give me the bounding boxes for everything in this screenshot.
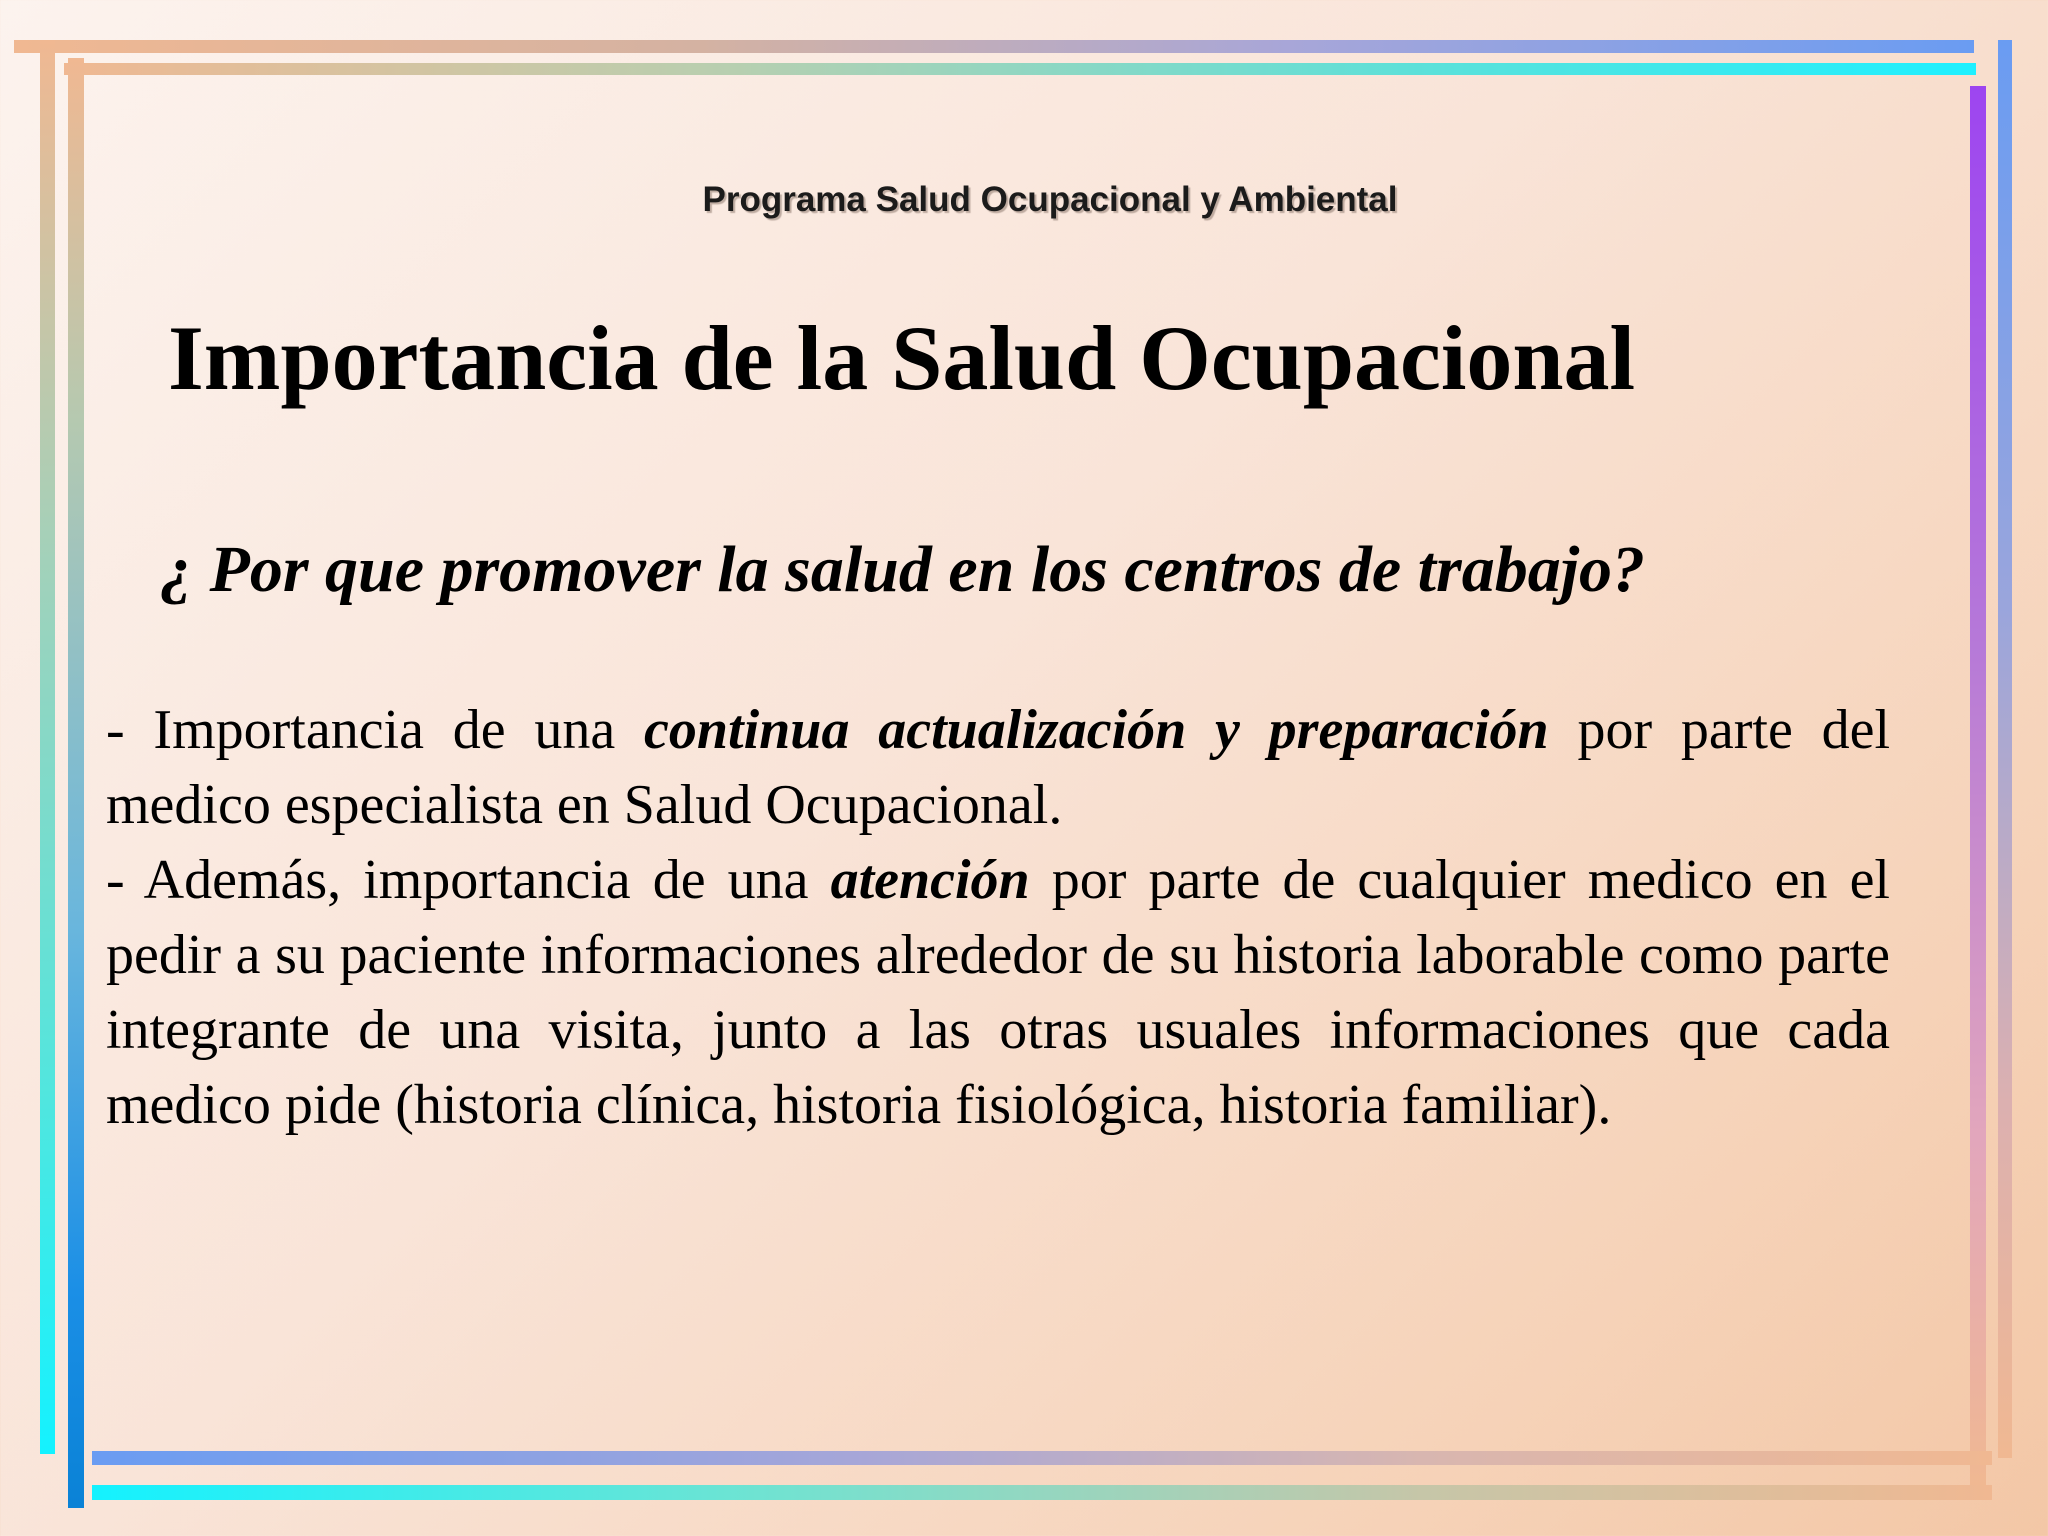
frame-bar-bottom-inner: [92, 1451, 1992, 1465]
frame-bar-bottom-outer: [92, 1485, 1992, 1500]
bullet-point-1-emphasis: continua actualización y preparación: [644, 699, 1549, 761]
bullet-point-2-post: por parte de cualquier medico en el pedir a su paciente informaciones alrededor de su historia laborable como parte integrante de una visita, junto a las otras usuales informaciones que cada medico pide (historia clínica, historia fisiológica, historia familiar).: [106, 849, 1890, 1136]
program-header: Programa Salud Ocupacional y Ambiental: [702, 180, 1398, 219]
frame-bar-left-outer: [40, 40, 55, 1454]
bullet-point-2-pre: - Además, importancia de una: [106, 849, 831, 911]
slide-title: Importancia de la Salud Ocupacional: [168, 307, 1636, 409]
slide-body: [106, 693, 1890, 1143]
bullet-point-1-post: por parte del medico especialista en Salud Ocupacional.: [106, 699, 1890, 836]
frame-bar-left-inner: [68, 58, 84, 1508]
frame-bar-right-outer: [1998, 40, 2012, 1458]
frame-bar-right-inner: [1970, 86, 1986, 1486]
bullet-point-1-pre: - Importancia de una: [106, 699, 645, 761]
bullet-point-2: [106, 843, 1890, 1143]
bullet-point-1: [106, 693, 1890, 843]
bullet-point-2-emphasis: atención: [830, 849, 1030, 911]
frame-bar-top-inner: [64, 63, 1976, 75]
frame-bar-top-outer: [14, 40, 1974, 53]
slide-question: ¿ Por que promover la salud en los centros de trabajo?: [160, 533, 1646, 606]
